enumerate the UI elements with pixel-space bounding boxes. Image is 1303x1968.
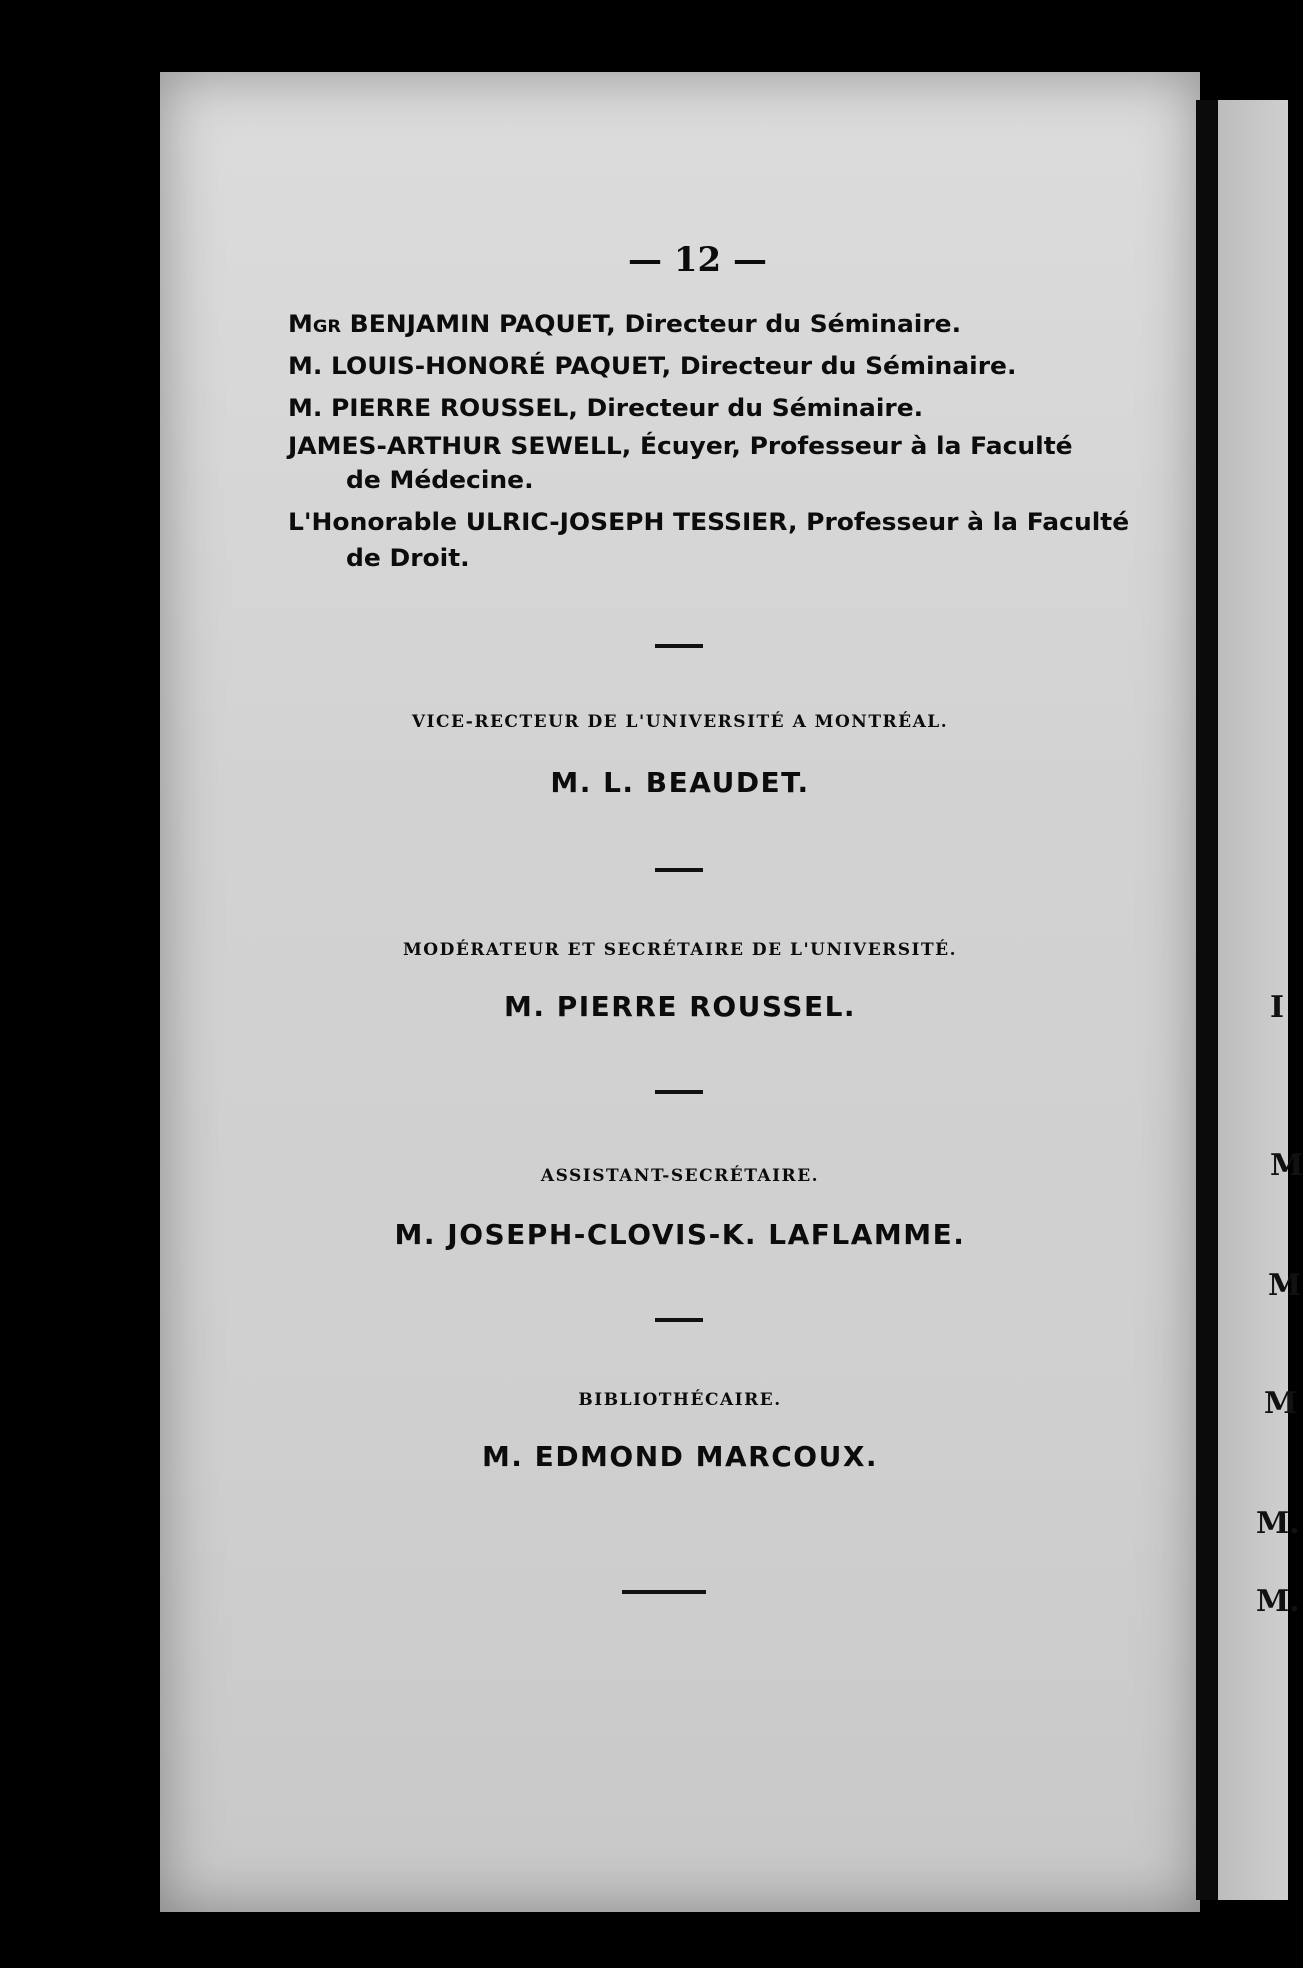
section-divider	[655, 868, 703, 872]
section-person: M. EDMOND MARCOUX.	[481, 1440, 879, 1473]
adjacent-page-letter: M	[1264, 1386, 1298, 1421]
director-entry-continuation: de Droit.	[346, 544, 470, 572]
section-divider	[655, 644, 703, 648]
section-person: M. JOSEPH-CLOVIS-K. LAFLAMME.	[394, 1218, 966, 1251]
section-heading: BIBLIOTHÉCAIRE.	[578, 1390, 782, 1410]
page-number: — 12 —	[628, 240, 767, 280]
director-prefix: M.	[288, 394, 323, 422]
adjacent-page-letter: M	[1270, 1148, 1303, 1183]
director-role: Directeur du Séminaire.	[624, 310, 962, 338]
director-entry	[288, 310, 961, 338]
adjacent-page-letter: M	[1268, 1268, 1302, 1303]
director-name: ULRIC-JOSEPH TESSIER,	[465, 508, 798, 536]
director-role: Directeur du Séminaire.	[586, 394, 924, 422]
section-heading: VICE-RECTEUR DE L'UNIVERSITÉ A MONTRÉAL.	[411, 712, 949, 732]
director-prefix: M.	[288, 352, 323, 380]
director-entry	[288, 508, 1129, 536]
adjacent-page-letter: M.	[1256, 1584, 1300, 1619]
director-role: Écuyer, Professeur à la Faculté	[639, 432, 1073, 460]
adjacent-page-letter: I	[1270, 990, 1285, 1025]
director-name: PIERRE ROUSSEL,	[331, 394, 578, 422]
director-prefix: Mgr	[288, 310, 341, 338]
section-divider	[655, 1318, 703, 1322]
director-name: BENJAMIN PAQUET,	[349, 310, 616, 338]
director-role: Directeur du Séminaire.	[679, 352, 1017, 380]
section-person: M. PIERRE ROUSSEL.	[503, 990, 857, 1023]
director-entry	[288, 394, 923, 422]
director-entry-continuation: de Médecine.	[346, 466, 534, 494]
section-person: M. L. BEAUDET.	[550, 766, 810, 799]
director-role: Professeur à la Faculté	[806, 508, 1130, 536]
director-name: LOUIS-HONORÉ PAQUET,	[331, 352, 672, 380]
adjacent-page-letter: M.	[1256, 1506, 1300, 1541]
director-prefix: L'Honorable	[288, 508, 458, 536]
director-name: JAMES-ARTHUR SEWELL,	[288, 432, 632, 460]
closing-rule	[622, 1590, 706, 1594]
section-divider	[655, 1090, 703, 1094]
section-heading: MODÉRATEUR ET SECRÉTAIRE DE L'UNIVERSITÉ.	[402, 940, 958, 960]
section-heading: ASSISTANT-SECRÉTAIRE.	[540, 1166, 820, 1186]
director-entry	[288, 432, 1073, 460]
director-entry	[288, 352, 1016, 380]
